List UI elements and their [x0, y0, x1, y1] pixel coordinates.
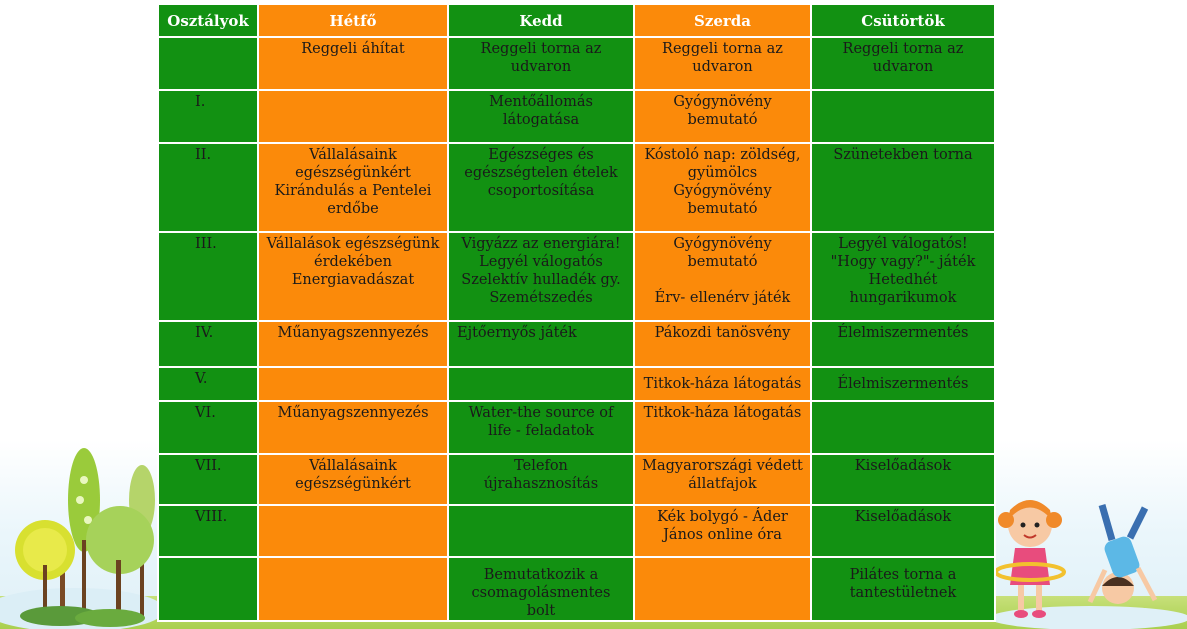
wednesday-cell: Kék bolygó - Áder János online óra	[634, 505, 811, 557]
class-cell: IV.	[158, 321, 258, 367]
table-row	[158, 232, 995, 321]
wednesday-cell: Reggeli torna az udvaron	[634, 37, 811, 90]
table-row	[158, 143, 995, 232]
thursday-cell: Élelmiszermentés	[811, 321, 995, 367]
thursday-cell: Kiselőadások	[811, 454, 995, 505]
tuesday-cell: Reggeli torna az udvaron	[448, 37, 634, 90]
monday-cell: Műanyagszennyezés	[258, 401, 448, 454]
wednesday-cell: Magyarországi védett állatfajok	[634, 454, 811, 505]
monday-cell	[258, 90, 448, 143]
monday-cell: Vállalások egészségünk érdekében Energiavadászat	[258, 232, 448, 321]
tree-illustration	[0, 440, 170, 629]
monday-cell: Vállalásaink egészségünkért	[258, 454, 448, 505]
tuesday-cell: Telefon újrahasznosítás	[448, 454, 634, 505]
header-thursday: Csütörtök	[811, 4, 995, 37]
header-row	[158, 4, 995, 37]
wednesday-cell: Kóstoló nap: zöldség, gyümölcs Gyógynövény bemutató	[634, 143, 811, 232]
thursday-cell	[811, 401, 995, 454]
thursday-cell: Élelmiszermentés	[811, 367, 995, 401]
table-row	[158, 505, 995, 557]
thursday-cell: Legyél válogatós! "Hogy vagy?"- játék Hetedhét hungarikumok	[811, 232, 995, 321]
schedule-table	[157, 3, 996, 622]
class-cell: VI.	[158, 401, 258, 454]
thursday-cell: Reggeli torna az udvaron	[811, 37, 995, 90]
monday-cell	[258, 505, 448, 557]
class-cell	[158, 557, 258, 621]
wednesday-cell	[634, 557, 811, 621]
class-cell: VIII.	[158, 505, 258, 557]
table-row	[158, 454, 995, 505]
wednesday-cell: Titkok-háza látogatás	[634, 367, 811, 401]
table-row	[158, 321, 995, 367]
class-cell: II.	[158, 143, 258, 232]
tuesday-cell: Ejtőernyős játék	[448, 321, 634, 367]
header-wednesday: Szerda	[634, 4, 811, 37]
monday-cell: Vállalásaink egészségünkért Kirándulás a Pentelei erdőbe	[258, 143, 448, 232]
monday-cell	[258, 557, 448, 621]
header-monday: Hétfő	[258, 4, 448, 37]
thursday-cell: Pilátes torna a tantestületnek	[811, 557, 995, 621]
tuesday-cell: Vigyázz az energiára! Legyél válogatós Szelektív hulladék gy. Szemétszedés	[448, 232, 634, 321]
wednesday-cell: Gyógynövény bemutató	[634, 90, 811, 143]
child-with-hula-hoop-illustration	[990, 490, 1187, 629]
monday-cell: Műanyagszennyezés	[258, 321, 448, 367]
table-row	[158, 37, 995, 90]
header-tuesday: Kedd	[448, 4, 634, 37]
tuesday-cell	[448, 505, 634, 557]
wednesday-cell: Titkok-háza látogatás	[634, 401, 811, 454]
tuesday-cell: Mentőállomás látogatása	[448, 90, 634, 143]
monday-cell	[258, 367, 448, 401]
monday-cell: Reggeli áhítat	[258, 37, 448, 90]
child-cartwheel-illustration	[1090, 505, 1155, 604]
table-row	[158, 401, 995, 454]
wednesday-cell: Pákozdi tanösvény	[634, 321, 811, 367]
tuesday-cell: Egészséges és egészségtelen ételek csoportosítása	[448, 143, 634, 232]
header-classes: Osztályok	[158, 4, 258, 37]
class-cell: I.	[158, 90, 258, 143]
table-row	[158, 557, 995, 621]
table-row	[158, 367, 995, 401]
class-cell: III.	[158, 232, 258, 321]
tuesday-cell	[448, 367, 634, 401]
tuesday-cell: Water-the source of life - feladatok	[448, 401, 634, 454]
thursday-cell: Kiselőadások	[811, 505, 995, 557]
thursday-cell	[811, 90, 995, 143]
class-cell	[158, 37, 258, 90]
table-row	[158, 90, 995, 143]
class-cell: V.	[158, 367, 258, 401]
class-cell: VII.	[158, 454, 258, 505]
tuesday-cell: Bemutatkozik a csomagolásmentes bolt	[448, 557, 634, 621]
wednesday-cell: Gyógynövény bemutató Érv- ellenérv játék	[634, 232, 811, 321]
thursday-cell: Szünetekben torna	[811, 143, 995, 232]
